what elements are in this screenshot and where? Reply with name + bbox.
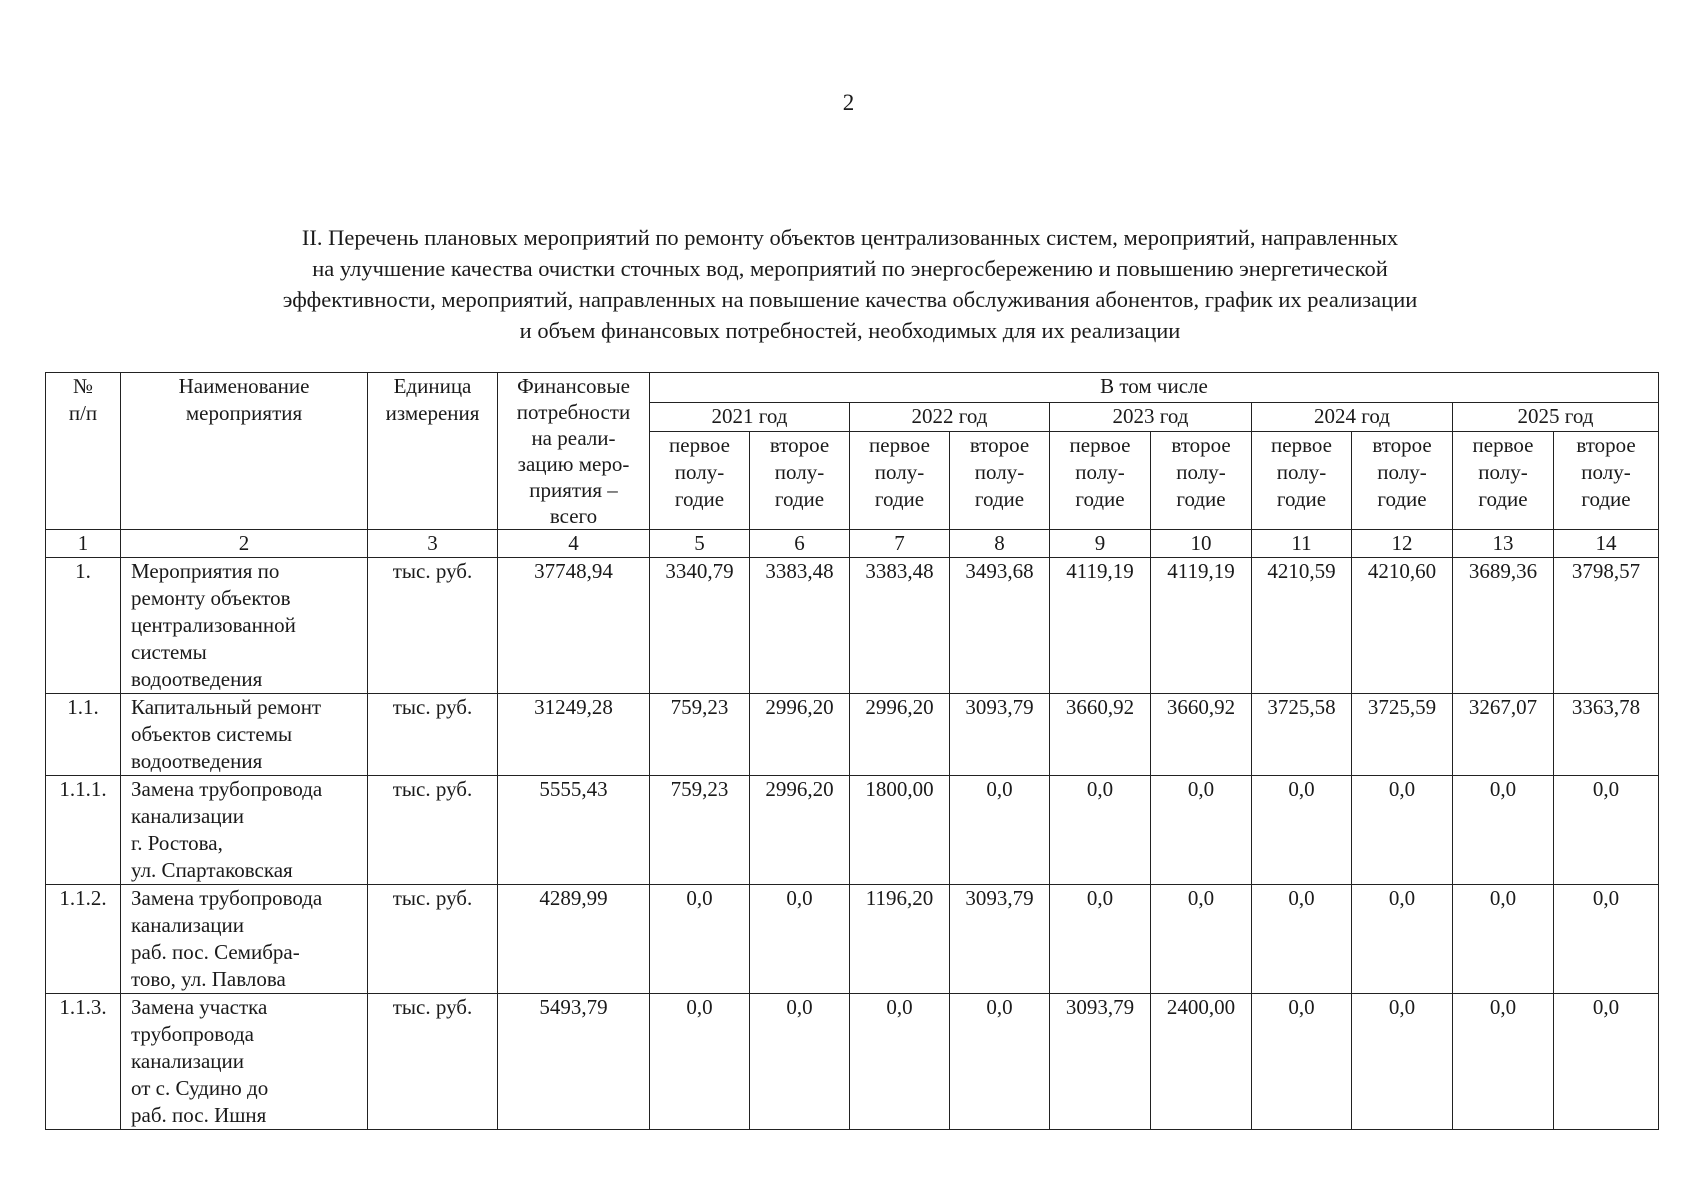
column-number: 14	[1554, 530, 1659, 558]
row-value: 3725,58	[1252, 694, 1352, 776]
row-value: 3093,79	[1050, 994, 1151, 1130]
row-value: 0,0	[950, 776, 1050, 885]
row-total: 4289,99	[498, 885, 650, 994]
header-row-top	[46, 373, 1659, 403]
row-value: 3660,92	[1050, 694, 1151, 776]
row-value: 3093,79	[950, 885, 1050, 994]
row-value: 3363,78	[1554, 694, 1659, 776]
plan-table	[45, 372, 1659, 1130]
row-value: 0,0	[1453, 885, 1554, 994]
row-value: 0,0	[650, 885, 750, 994]
row-number: 1.1.3.	[46, 994, 121, 1130]
row-value: 0,0	[1352, 994, 1453, 1130]
row-value: 4119,19	[1151, 558, 1252, 694]
header-year: 2024 год	[1252, 402, 1453, 432]
header-year: 2025 год	[1453, 402, 1659, 432]
header-second-half: второе полу- годие	[1352, 432, 1453, 530]
row-total: 31249,28	[498, 694, 650, 776]
row-value: 0,0	[1453, 776, 1554, 885]
row-unit: тыс. руб.	[368, 885, 498, 994]
column-number: 5	[650, 530, 750, 558]
row-value: 4119,19	[1050, 558, 1151, 694]
row-number: 1.1.	[46, 694, 121, 776]
column-number: 4	[498, 530, 650, 558]
row-value: 0,0	[950, 994, 1050, 1130]
title-line: II. Перечень плановых мероприятий по ремонту объектов централизованных систем, мероприятий, направленных	[301, 225, 1399, 250]
row-value: 1800,00	[850, 776, 950, 885]
row-unit: тыс. руб.	[368, 776, 498, 885]
table-row	[46, 994, 1659, 1130]
header-second-half: второе полу- годие	[1151, 432, 1252, 530]
row-value: 3383,48	[750, 558, 850, 694]
row-value: 0,0	[1554, 885, 1659, 994]
row-value: 3267,07	[1453, 694, 1554, 776]
table-row	[46, 694, 1659, 776]
page-number: 2	[842, 90, 855, 115]
row-number: 1.1.2.	[46, 885, 121, 994]
row-total: 37748,94	[498, 558, 650, 694]
row-value: 2996,20	[750, 776, 850, 885]
header-unit: Единица измерения	[368, 373, 498, 530]
row-value: 3493,68	[950, 558, 1050, 694]
table-row	[46, 558, 1659, 694]
row-value: 0,0	[1352, 885, 1453, 994]
row-value: 3689,36	[1453, 558, 1554, 694]
row-value: 3725,59	[1352, 694, 1453, 776]
title-line: эффективности, мероприятий, направленных на повышение качества обслуживания абонентов, график их реализации	[282, 287, 1418, 312]
title-line: и объем финансовых потребностей, необходимых для их реализации	[519, 318, 1181, 343]
header-total: Финансовые потребности на реали- зацию меро- приятия – всего	[498, 373, 650, 530]
row-value: 4210,59	[1252, 558, 1352, 694]
column-number: 8	[950, 530, 1050, 558]
column-number: 13	[1453, 530, 1554, 558]
row-value: 0,0	[1151, 776, 1252, 885]
table-row	[46, 885, 1659, 994]
header-first-half: первое полу- годие	[1050, 432, 1151, 530]
row-total: 5555,43	[498, 776, 650, 885]
row-value: 4210,60	[1352, 558, 1453, 694]
row-value: 759,23	[650, 776, 750, 885]
column-number: 3	[368, 530, 498, 558]
row-value: 3660,92	[1151, 694, 1252, 776]
row-number: 1.1.1.	[46, 776, 121, 885]
header-year: 2023 год	[1050, 402, 1252, 432]
row-unit: тыс. руб.	[368, 994, 498, 1130]
header-first-half: первое полу- годие	[1252, 432, 1352, 530]
row-value: 1196,20	[850, 885, 950, 994]
row-value: 0,0	[1252, 885, 1352, 994]
row-value: 0,0	[750, 994, 850, 1130]
row-value: 0,0	[750, 885, 850, 994]
row-value: 0,0	[650, 994, 750, 1130]
header-no: № п/п	[46, 373, 121, 530]
header-including: В том числе	[650, 373, 1659, 403]
row-value: 2996,20	[750, 694, 850, 776]
column-number: 2	[121, 530, 368, 558]
row-value: 0,0	[1352, 776, 1453, 885]
row-value: 3340,79	[650, 558, 750, 694]
row-value: 2400,00	[1151, 994, 1252, 1130]
row-name: Мероприятия по ремонту объектов централизованной системы водоотведения	[121, 558, 368, 694]
row-name: Замена трубопровода канализации г. Ростова, ул. Спартаковская	[121, 776, 368, 885]
header-first-half: первое полу- годие	[1453, 432, 1554, 530]
row-unit: тыс. руб.	[368, 694, 498, 776]
row-name: Замена участка трубопровода канализации от с. Судино до раб. пос. Ишня	[121, 994, 368, 1130]
title-line: на улучшение качества очистки сточных вод, мероприятий по энергосбережению и повышению энергетической	[312, 256, 1388, 281]
row-value: 3383,48	[850, 558, 950, 694]
row-total: 5493,79	[498, 994, 650, 1130]
row-value: 0,0	[1252, 994, 1352, 1130]
header-year: 2022 год	[850, 402, 1050, 432]
row-value: 759,23	[650, 694, 750, 776]
row-value: 3093,79	[950, 694, 1050, 776]
header-year: 2021 год	[650, 402, 850, 432]
column-number: 9	[1050, 530, 1151, 558]
document-title	[120, 222, 1580, 346]
header-second-half: второе полу- годие	[950, 432, 1050, 530]
header-second-half: второе полу- годие	[1554, 432, 1659, 530]
row-number: 1.	[46, 558, 121, 694]
row-name: Замена трубопровода канализации раб. пос. Семибра- тово, ул. Павлова	[121, 885, 368, 994]
row-value: 0,0	[850, 994, 950, 1130]
column-number: 11	[1252, 530, 1352, 558]
row-value: 3798,57	[1554, 558, 1659, 694]
row-value: 0,0	[1050, 776, 1151, 885]
header-first-half: первое полу- годие	[650, 432, 750, 530]
column-number: 7	[850, 530, 950, 558]
row-value: 0,0	[1050, 885, 1151, 994]
header-first-half: первое полу- годие	[850, 432, 950, 530]
row-value: 0,0	[1554, 994, 1659, 1130]
column-number: 6	[750, 530, 850, 558]
row-unit: тыс. руб.	[368, 558, 498, 694]
row-value: 0,0	[1554, 776, 1659, 885]
row-value: 0,0	[1252, 776, 1352, 885]
header-name: Наименование мероприятия	[121, 373, 368, 530]
column-number: 10	[1151, 530, 1252, 558]
table-row	[46, 776, 1659, 885]
column-number: 12	[1352, 530, 1453, 558]
column-number-row	[46, 530, 1659, 558]
row-name: Капитальный ремонт объектов системы водоотведения	[121, 694, 368, 776]
column-number: 1	[46, 530, 121, 558]
row-value: 0,0	[1453, 994, 1554, 1130]
row-value: 2996,20	[850, 694, 950, 776]
row-value: 0,0	[1151, 885, 1252, 994]
header-second-half: второе полу- годие	[750, 432, 850, 530]
